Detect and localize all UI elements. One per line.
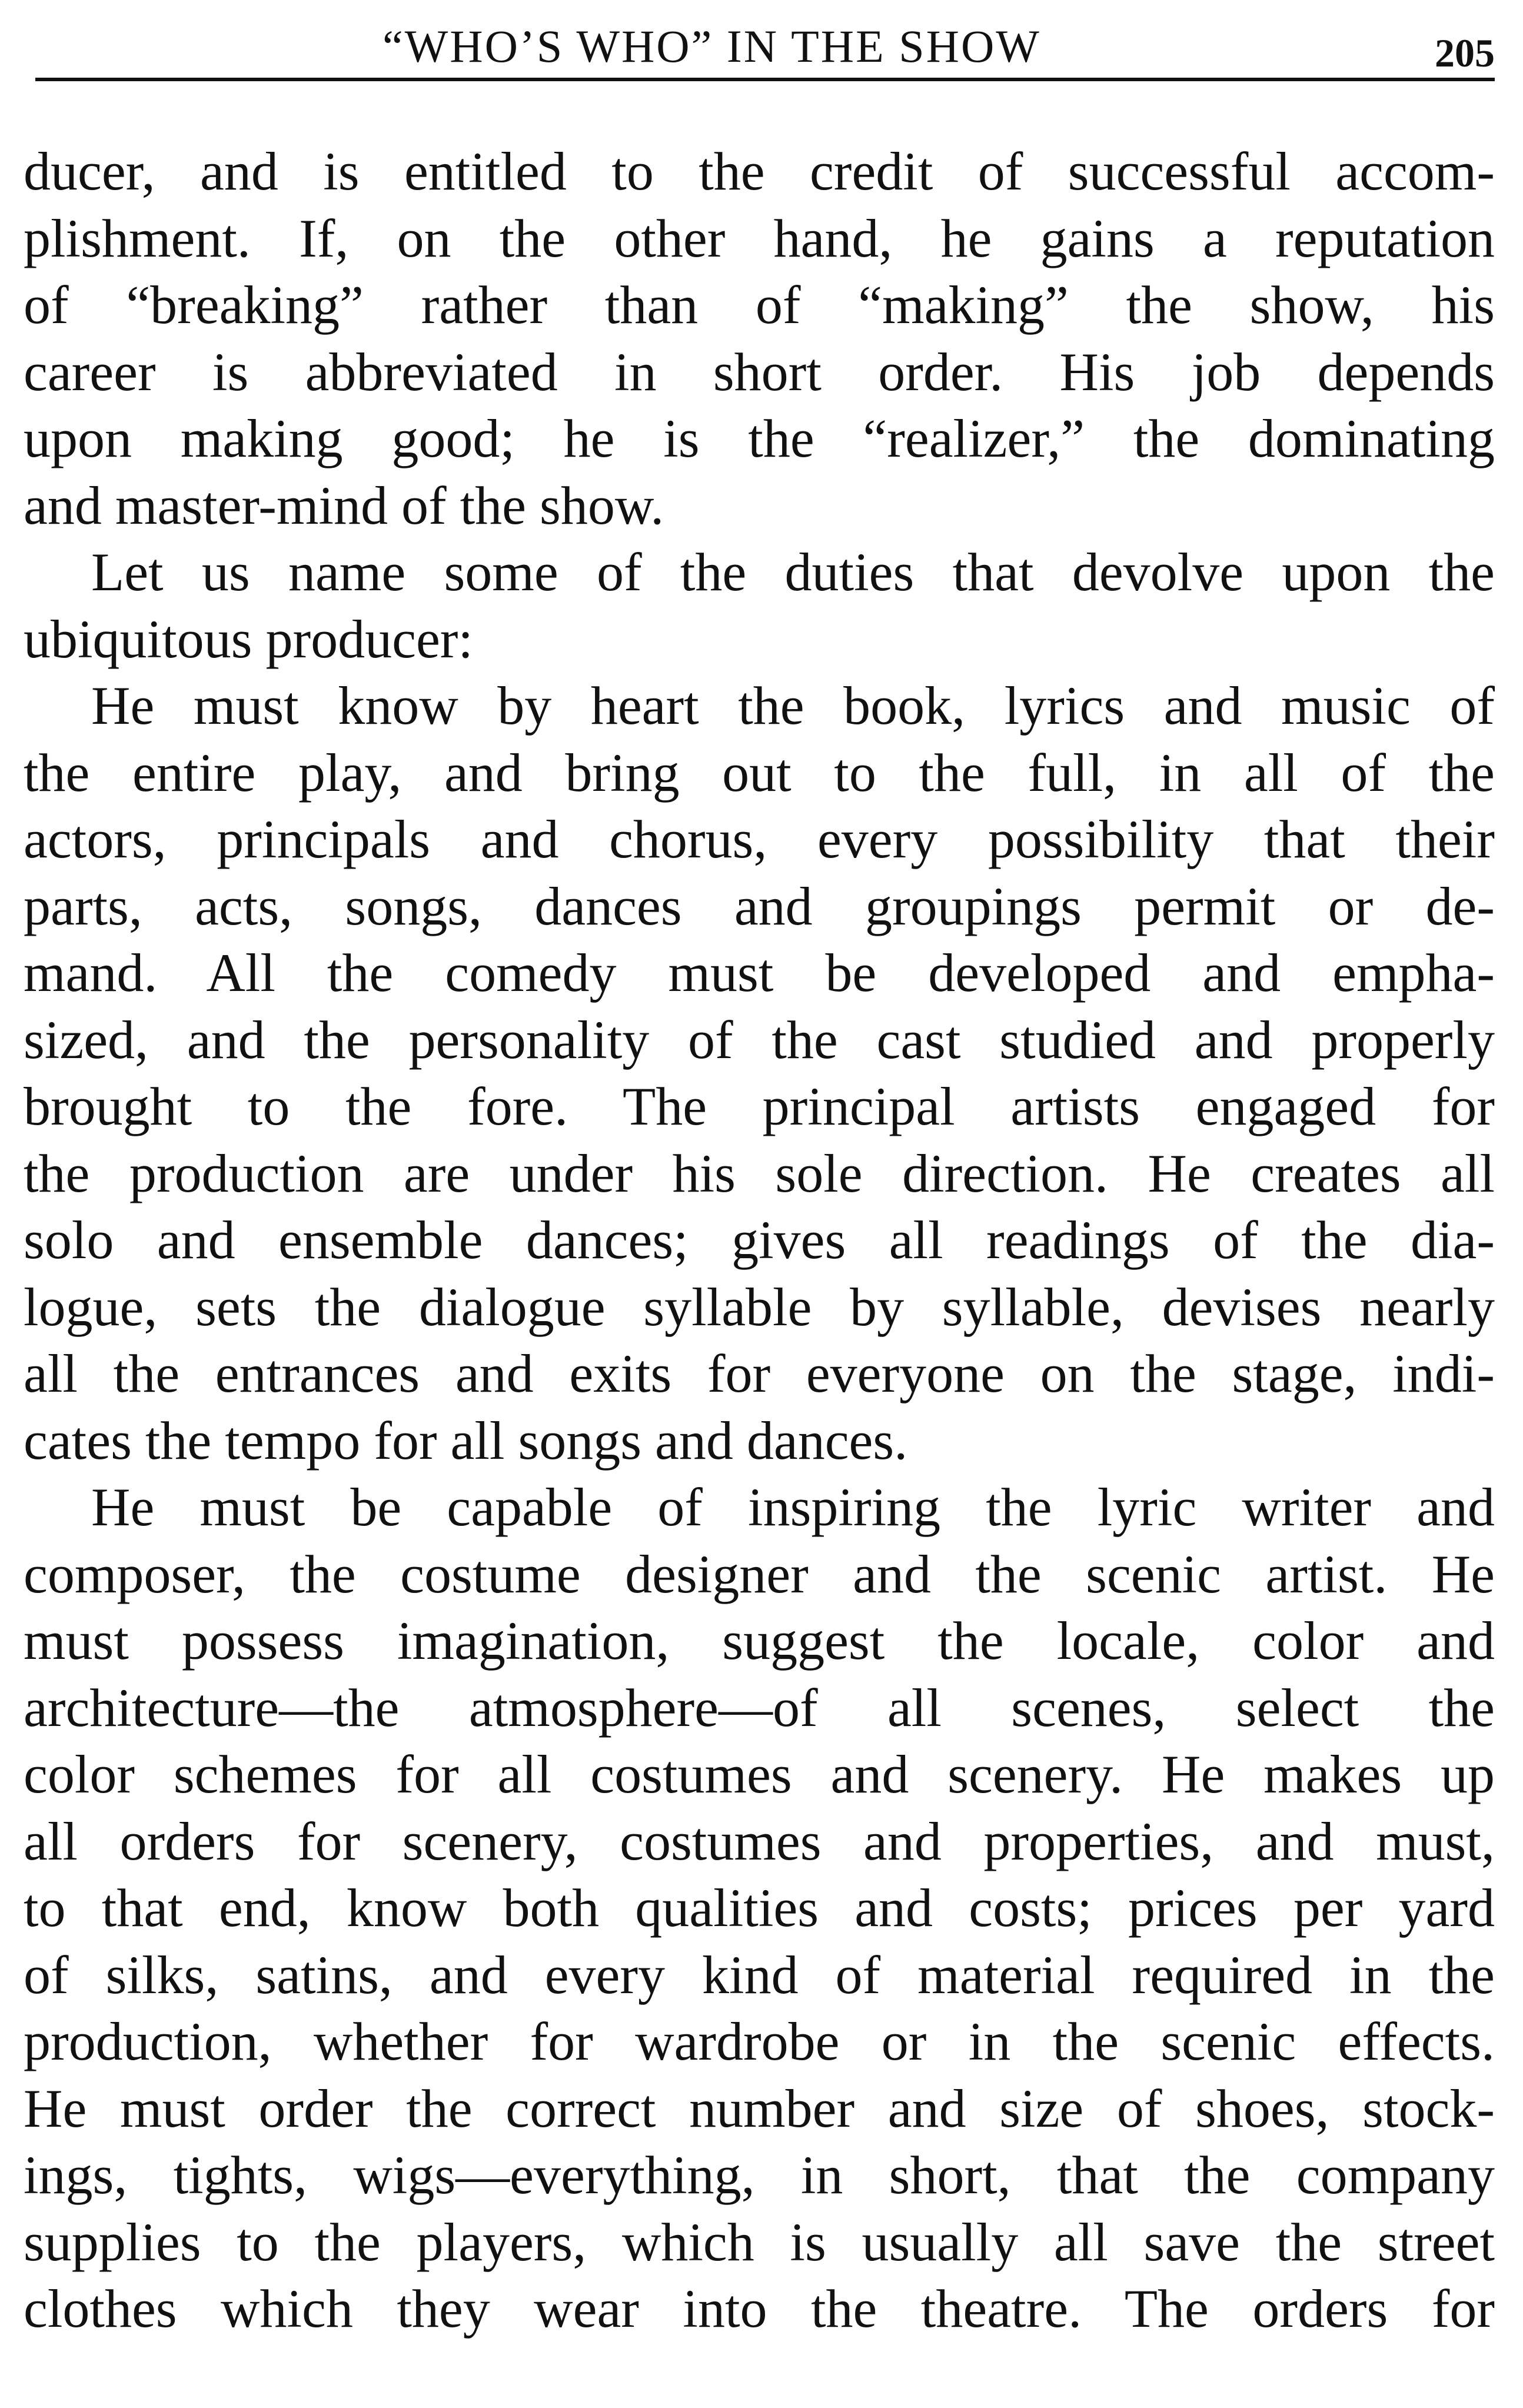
text-line: ings, tights, wigs—everything, in short, that the company <box>24 2145 1495 2205</box>
text-line: and master-mind of the show. <box>24 475 664 536</box>
text-line: of “breaking” rather than of “making” the show, his <box>24 275 1495 335</box>
text-line: production, whether for wardrobe or in the scenic effects. <box>24 2011 1495 2071</box>
text-line: He must order the correct number and size of shoes, stock- <box>24 2078 1495 2138</box>
text-line: the entire play, and bring out to the full, in all of the <box>24 742 1495 803</box>
text-line: all the entrances and exits for everyone on the stage, indi- <box>24 1343 1495 1403</box>
text-line: supplies to the players, which is usually all save the street <box>24 2211 1495 2272</box>
text-line: composer, the costume designer and the scenic artist. He <box>24 1544 1495 1604</box>
text-line: architecture—the atmosphere—of all scenes, select the <box>24 1677 1495 1738</box>
text-line: parts, acts, songs, dances and groupings permit or de- <box>24 876 1495 936</box>
text-line: color schemes for all costumes and scenery. He makes up <box>24 1744 1495 1804</box>
text-line: all orders for scenery, costumes and properties, and must, <box>24 1811 1495 1871</box>
page-header <box>35 18 1495 82</box>
text-line: brought to the fore. The principal artists engaged for <box>24 1076 1495 1136</box>
text-line: ubiquitous producer: <box>24 608 473 669</box>
paragraph-1 <box>24 138 1495 539</box>
text-line: upon making good; he is the “realizer,” the dominating <box>24 408 1495 468</box>
text-line: solo and ensemble dances; gives all readings of the dia- <box>24 1210 1495 1270</box>
text-line: the production are under his sole direction. He creates all <box>24 1143 1495 1203</box>
text-line: plishment. If, on the other hand, he gains a reputation <box>24 208 1495 268</box>
page-number: 205 <box>1435 31 1495 75</box>
text-line: must possess imagination, suggest the locale, color and <box>24 1611 1495 1671</box>
text-line: career is abbreviated in short order. His job depends <box>24 341 1495 402</box>
header-rule <box>35 78 1495 81</box>
text-line: to that end, know both qualities and costs; prices per yard <box>24 1878 1495 1938</box>
body-text <box>24 138 1495 2343</box>
text-line: sized, and the personality of the cast studied and properly <box>24 1009 1495 1070</box>
text-line: of silks, satins, and every kind of material required in the <box>24 1944 1495 2005</box>
text-line: logue, sets the dialogue syllable by syllable, devises nearly <box>24 1276 1495 1337</box>
paragraph-2 <box>24 539 1495 673</box>
text-line: cates the tempo for all songs and dances. <box>24 1410 908 1471</box>
text-line: Let us name some of the duties that devolve upon the <box>91 542 1495 602</box>
text-line: ducer, and is entitled to the credit of successful accom- <box>24 141 1495 201</box>
text-line: He must know by heart the book, lyrics and music of <box>91 676 1495 736</box>
text-line: actors, principals and chorus, every possibility that their <box>24 809 1495 869</box>
text-line: He must be capable of inspiring the lyric writer and <box>91 1477 1495 1537</box>
paragraph-3 <box>24 673 1495 1474</box>
paragraph-4 <box>24 1474 1495 2343</box>
running-head: “WHO’S WHO” IN THE SHOW <box>383 21 1041 72</box>
text-line: clothes which they wear into the theatre. The orders for <box>24 2279 1495 2339</box>
text-line: mand. All the comedy must be developed and empha- <box>24 943 1495 1003</box>
